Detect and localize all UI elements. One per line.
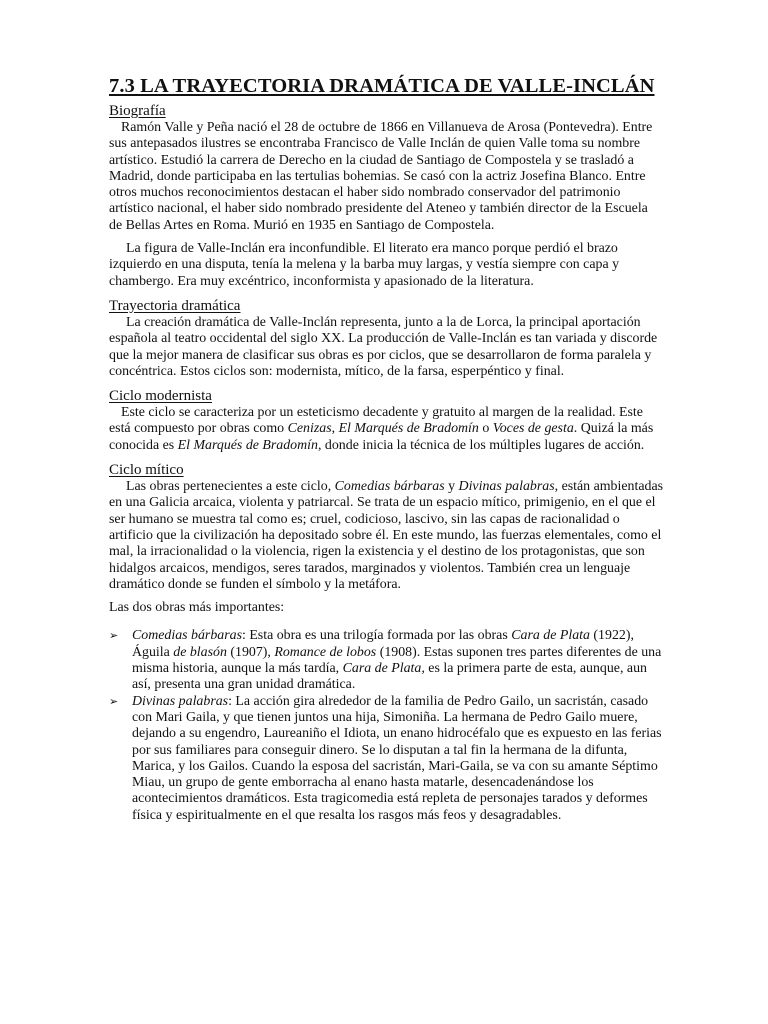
arrow-bullet-icon: ➢ xyxy=(109,629,119,643)
list-item: ➢ Comedias bárbaras: Esta obra es una trilogía formada por las obras Cara de Plata (1922), Águila de blasón (1907), Romance de lobos (1908). Estas suponen tres partes diferentes de una misma historia, aunque la más tardía, Cara de Plata, es la primera parte de esta, aunque, aun así, presenta una gran unidad dramática. xyxy=(109,628,662,693)
paragraph-intro-obras: Las dos obras más importantes: xyxy=(109,600,285,616)
work-title: Divinas palabras xyxy=(458,479,555,495)
paragraph-trayectoria: La creación dramática de Valle-Inclán representa, junto a la de Lorca, la principal aportación española al teatro occidental del siglo XX. La producción de Valle-Inclán es tan variada y discorde que la mejor manera de clasificar sus obras es por ciclos, que se desarrollaron de forma paralela y concéntrica. Estos ciclos son: modernista, mítico, de la farsa, esperpéntico y final. xyxy=(109,314,658,379)
list-item: ➢ Divinas palabras: La acción gira alrededor de la familia de Pedro Gailo, un sacristán, casado con Mari Gaila, y que tienen juntos una hija, Simoniña. La hermana de Pedro Gailo muere, dejando a su engendro, Laureaniño el Idiota, un enano hidrocéfalo que es expuesto en las ferias por sus familiares para conseguir dinero. Se lo disputan a tal fin la hermana de la difunta, Marica, y los Gailos. Cuando la esposa del sacristán, Mari-Gaila, se va con su amante Séptimo Miau, un grupo de gente emborracha al enano hasta matarle, desencadenándose los acontecimientos dramáticos. Esta tragicomedia está repleta de personajes tarados y deformes física y espiritualmente en el que resalta los rasgos más feos y desagradables. xyxy=(109,693,662,823)
works-list xyxy=(109,628,664,824)
heading-ciclo-mitico: Ciclo mítico xyxy=(109,462,184,479)
heading-ciclo-modernista: Ciclo modernista xyxy=(109,388,212,405)
work-title: Voces de gesta xyxy=(492,421,574,437)
paragraph-biografia-1: Ramón Valle y Peña nació el 28 de octubre de 1866 en Villanueva de Arosa (Pontevedra). Entre sus antepasados ilustres se encontraba Francisco de Valle Inclán de quien Valle toma su nombre artístico. Estudió la carrera de Derecho en la ciudad de Santiago de Compostela y se trasladó a Madrid, donde participaba en las tertulias bohemias. Se casó con la actriz Josefina Blanco. Entre otros muchos reconocimientos destacan el haber sido nombrado conservador del patrimonio artístico nacional, el haber sido nombrado presidente del Ateneo y también director de la Escuela de Bellas Artes en Roma. Murió en 1935 en Santiago de Compostela. xyxy=(109,120,653,233)
paragraph-ciclo-modernista: Este ciclo se caracteriza por un esteticismo decadente y gratuito al margen de la realidad. Este está compuesto por obras como Cenizas, El Marqués de Bradomín o Voces de gesta. Quizá la más conocida es El Marqués de Bradomín, donde inicia la técnica de los múltiples lugares de acción. xyxy=(109,405,654,453)
heading-trayectoria: Trayectoria dramática xyxy=(109,297,241,314)
work-title: Divinas palabras xyxy=(132,693,229,709)
arrow-bullet-icon: ➢ xyxy=(109,694,119,708)
work-title: El Marqués de Bradomín xyxy=(177,437,318,453)
paragraph-ciclo-mitico: Las obras pertenecientes a este ciclo, Comedias bárbaras y Divinas palabras, están ambientadas en una Galicia arcaica, violenta y patriarcal. Se trata de un espacio mítico, primigenio, en el que el ser humano se muestra tal como es; cruel, codicioso, lascivo, sin las capas de racionalidad o artificio que la civilización ha depositado sobre él. En este mundo, las fuerzas elementales, como el mal, la irracionalidad o la violencia, rigen la existencia y el destino de los protagonistas, que son hidalgos arcaicos, mendigos, seres tarados, marginados y violentos. También crea un lenguaje dramático donde se funden el símbolo y la metáfora. xyxy=(109,479,664,592)
paragraph-biografia-2: La figura de Valle-Inclán era inconfundible. El literato era manco porque perdió el brazo izquierdo en una disputa, tenía la melena y la barba muy largas, y vestía siempre con capa y chambergo. Era muy excéntrico, inconformista y apasionado de la literatura. xyxy=(109,241,620,289)
work-title: Cenizas xyxy=(287,421,332,437)
page-title: 7.3 LA TRAYECTORIA DRAMÁTICA DE VALLE-INCLÁN xyxy=(109,75,655,97)
work-title: Comedias bárbaras xyxy=(132,628,242,644)
work-title: El Marqués de Bradomín xyxy=(338,421,479,437)
work-title: Comedias bárbaras xyxy=(334,479,445,495)
heading-biografia: Biografía xyxy=(109,103,166,119)
